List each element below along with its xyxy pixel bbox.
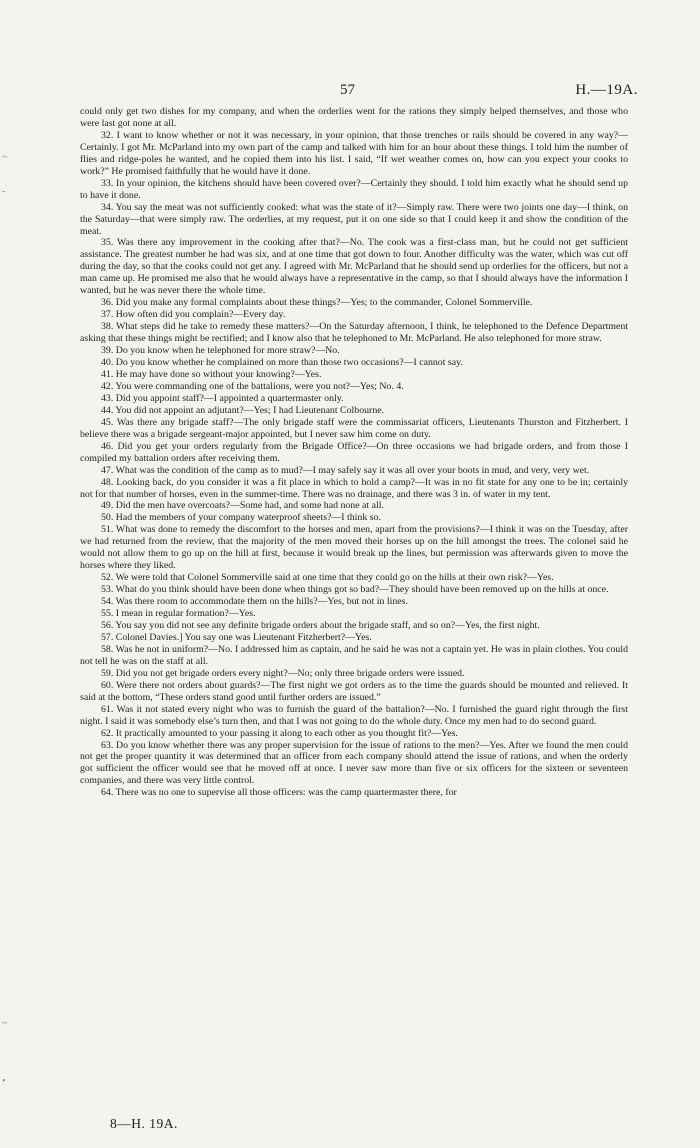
paragraph: 58. Was he not in uniform?—No. I addressed him as captain, and he said he was not a captain yet. He was in plain clothes. You could not tell he was on the staff at all. <box>80 643 628 667</box>
paragraph: 43. Did you appoint staff?—I appointed a quartermaster only. <box>101 392 344 404</box>
paragraph: 47. What was the condition of the camp as to mud?—I may safely say it was all over your boots in mud, and very, very wet. <box>101 464 590 476</box>
paragraph: 44. You did not appoint an adjutant?—Yes; I had Lieutenant Colbourne. <box>101 404 385 416</box>
paragraph: 56. You say you did not see any definite brigade orders about the brigade staff, and so on?—Yes, the first night. <box>101 619 540 631</box>
paragraph: 41. He may have done so without your knowing?—Yes. <box>101 368 322 380</box>
paragraph: 36. Did you make any formal complaints about these things?—Yes; to the commander, Colonel Sommerville. <box>101 297 533 309</box>
paragraph: 60. Were there not orders about guards?—The first night we got orders as to the time the guards should be mounted and relieved. It said at the bottom, “These orders stand good until further orders are issued.” <box>80 679 628 703</box>
paragraph: 59. Did you not get brigade orders every night?—No; only three brigade orders were issued. <box>101 667 465 679</box>
paragraph: could only get two dishes for my company, and when the orderlies went for the rations they simply helped themselves, and those who were last got none at all. <box>80 106 628 129</box>
paragraph: 49. Did the men have overcoats?—Some had, and some had none at all. <box>101 500 384 512</box>
paragraph: 32. I want to know whether or not it was necessary, in your opinion, that those trenches or rails should be covered in any way?—Certainly. I got Mr. McParland into my own part of the camp and talked with him for an hour about these things. I told him the number of flies and ridge-poles he wanted, and he copied them into his list. I said, “If wet weather comes on, how can you expect your cooks to work?” He promised faithfully that he would have it done. <box>80 129 628 177</box>
paragraph: 39. Do you know when he telephoned for more straw?—No. <box>101 345 340 357</box>
paragraph: 54. Was there room to accommodate them on the hills?—Yes, but not in lines. <box>101 596 408 608</box>
paragraph: 37. How often did you complain?—Every day. <box>101 309 286 321</box>
page-reference: H.—19A. <box>575 82 638 98</box>
paragraph: 53. What do you think should have been done when things got so bad?—They should have been removed up on the hills at once. <box>101 584 609 596</box>
paragraph: 38. What steps did he take to remedy these matters?—On the Saturday afternoon, I think, he telephoned to the Defence Department asking that these things might be rectified; and I know also that he telephoned to Mr. McParland. He also telephoned for more straw. <box>80 321 628 345</box>
page-number: 57 <box>340 82 355 98</box>
paragraph: 50. Had the members of your company waterproof sheets?—I think so. <box>101 512 381 524</box>
paragraph: 46. Did you get your orders regularly from the Brigade Office?—On three occasions we had brigade orders, and from those I compiled my battalion orders after receiving them. <box>80 440 628 464</box>
paragraph: 35. Was there any improvement in the cooking after that?—No. The cook was a first-class man, but he could not get sufficient assistance. The greatest number he had was six, and at one time that got down to four. Another difficulty was the water, which was cut off during the day, so that the cooks could not get any. I agreed with Mr. McParland that he should send up orderlies for the officers, but not a man came up. He promised me also that he would always have a representative in the camp, so that I should always have the information I wanted, but he was never there the whole time. <box>80 237 628 297</box>
paragraph: 33. In your opinion, the kitchens should have been covered over?—Certainly they should. I told him exactly what he should send up to have it done. <box>80 177 628 201</box>
margin-mark: ~ <box>2 1018 8 1029</box>
paragraph: 45. Was there any brigade staff?—The only brigade staff were the commissariat officers, Lieutenants Thurston and Fitzherbert. I believe there was a brigade sergeant-major appointed, but I never saw him come on duty. <box>80 416 628 440</box>
paragraph: 52. We were told that Colonel Sommerville said at one time that they could go on the hills at their own risk?—Yes. <box>101 572 554 584</box>
paragraph: 34. You say the meat was not sufficiently cooked: what was the state of it?—Simply raw. There were two joints one day—I think, on the Saturday—that were simply raw. The orderlies, at my request, put it on one side so that I could keep it and show the condition of the meat. <box>80 201 628 237</box>
paragraph: 55. I mean in regular formation?—Yes. <box>101 608 256 620</box>
paragraph: 57. Colonel Davies.] You say one was Lieutenant Fitzherbert?—Yes. <box>101 631 372 643</box>
paragraph: 51. What was done to remedy the discomfort to the horses and men, apart from the provisions?—I think it was on the Tuesday, after we had returned from the review, that the majority of the men moved their horses up on the hill amongst the trees. The colonel said he would not allow them to go up on the hill at first, because it would break up the lines, but permission was afterwards given to move the horses where they liked. <box>80 524 628 572</box>
paragraph: 64. There was no one to supervise all those officers: was the camp quartermaster there, for <box>101 787 457 799</box>
paragraph: 40. Do you know whether he complained on more than those two occasions?—I cannot say. <box>101 357 463 369</box>
paragraph: 61. Was it not stated every night who was to furnish the guard of the battalion?—No. I furnished the guard right through the first night. I said it was somebody else’s turn then, and that I was not going to do the whole duty. Once my men had to do second guard. <box>80 703 628 727</box>
margin-mark: ~ <box>2 152 8 163</box>
paragraph: 62. It practically amounted to your passing it along to each other as you thought fit?—Yes. <box>101 727 458 739</box>
paragraph: 48. Looking back, do you consider it was a fit place in which to hold a camp?—It was in no fit state for any one to be in; certainly not for that number of horses, even in the summer-time. There was no drainage, and there was 3 in. of water in my tent. <box>80 476 628 500</box>
margin-mark: - <box>2 186 6 197</box>
margin-mark: • <box>2 1076 6 1087</box>
paragraph: 42. You were commanding one of the battalions, were you not?—Yes; No. 4. <box>101 380 404 392</box>
document-body <box>80 106 628 799</box>
signature-mark: 8—H. 19A. <box>110 1116 178 1131</box>
paragraph: 63. Do you know whether there was any proper supervision for the issue of rations to the men?—Yes. After we found the men could not get the proper quantity it was determined that an officer from each company should attend the issue of rations, and when the orderly got sufficient the officer would see that he moved off at once. I never saw more than five or six officers for the sixteen or seventeen companies, and there was very little control. <box>80 739 628 787</box>
